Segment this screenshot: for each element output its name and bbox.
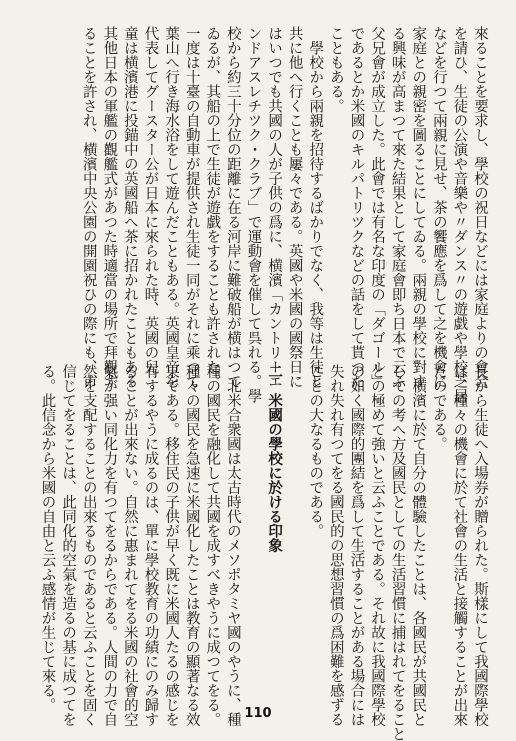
bottom-text-line	[284, 364, 305, 694]
bottom-text-line: 失れ失れ有つてをる國民的の思想習慣の爲困難を感ずる	[327, 364, 344, 727]
top-text-line: 共に他へ行くことも屢々である。英國や米國の國祭日に	[286, 26, 303, 389]
top-text-line: 葉山へ行き海水浴をして遊んだこともある。英國皇帝を	[163, 26, 180, 389]
page-number: 110	[244, 706, 272, 721]
bottom-text-line: 種々の國民を急速に米國化したことは教育の顯著なる效	[183, 364, 200, 727]
bottom-text-line: たのである。	[430, 364, 447, 451]
top-text-line: 父兄會が成立した。此會では有名な印度の「ダゴール」	[369, 26, 386, 389]
bottom-text-line: 信じてをることは、此同化的空氣を造るの基に成つてを	[60, 364, 77, 727]
bottom-text-line: ることが出來ない。自然に惠まれてをる米國の社會的空	[121, 364, 138, 727]
top-text-line: 家庭との親密を圖ることにしてゐる。兩親の學校に對す	[410, 26, 427, 389]
top-text-line: る興味が高まつて來た結果として家庭會即ち日本で云ふ	[389, 26, 406, 389]
bottom-text-line: 果である。移住民の子供が早く既に米國人たるの感じを	[163, 364, 180, 727]
bottom-text-line: 北米合衆國は太古時代のメソポタミヤ國のやうに、種	[224, 364, 241, 727]
top-text-line: こともある。	[327, 26, 344, 113]
top-text-line: ゐるが、其船の上で生徒が遊戯をすることも許された。	[204, 26, 221, 389]
bottom-text-line: ことの大なるものである。	[307, 364, 324, 538]
top-text-line: 其他日本の軍艦の觀艦式があつた時適當の場所で拜觀す	[101, 26, 118, 389]
top-text-block	[20, 26, 490, 403]
bottom-text-line: 氣が强い同化力を有つてをるからである。人間の力で自	[101, 364, 118, 727]
bottom-text-line: しての考へ方及國民としての生活習慣に捕はれてをること	[389, 364, 406, 741]
bottom-text-line: 有するやうに成るのは、單に學校教育の功績にのみ歸す	[142, 364, 159, 727]
bottom-text-line: 然を支配することの出來るものであると云ふことを固く	[80, 364, 97, 727]
top-text-line: 校から約三十分位の距離に在る河岸に難破船が横はつて	[224, 26, 241, 389]
top-text-line: であるとか米國のキルパトリツクなどの話をして貰つた	[348, 26, 365, 389]
top-text-line: 童は横濱港に投錨中の英國船へ茶に招かれたこともある	[121, 26, 138, 389]
top-text-line: はいつでも共國の人が子供の爲に、横濱「カントリーエ	[266, 26, 283, 389]
bottom-text-line: の如く國際的團結を爲して生活することがある場合には	[348, 364, 365, 727]
bottom-text-line: との極めて強いと云ふことである。それ故に我國際學校	[369, 364, 386, 727]
top-text-line: 來ることを要求し、學校の祝日などには家庭よりの會合	[472, 26, 488, 389]
bottom-text-line: は、種々の機會に於て社會の生活と接觸することが出來	[451, 364, 468, 727]
top-text-line: を請ひ、生徒の公演や音樂や〃ダンス〃の遊戯や學校芝居	[451, 26, 468, 403]
bottom-text-line	[243, 364, 264, 694]
top-text-line: 代表してグースター公が日本に來られた時、英國の兒	[142, 26, 159, 374]
top-text-line: 一度は十臺の自動車が提供され生徒一同がそれに乘つて	[183, 26, 200, 389]
bottom-text-line: る。此信念から米國の自由と云ふ感情が生じて來る。	[39, 364, 56, 712]
top-text-line: ることを許され、横濱中央公園の開園祝ひの際にも、市	[80, 26, 97, 389]
top-text-line: などを行つて兩親に見せ、茶の饗應を爲して之を機會に	[430, 26, 447, 389]
top-text-line: ンドアスレチツク・クラブ」で運動會を催して呉れる。學	[245, 26, 262, 403]
top-text-line: 學校から兩親を招待するばかりでなく、我等は生徒と	[307, 26, 324, 389]
bottom-text-line: 横濱に於て自分の體驗したことは、各國民が共國民と	[410, 364, 427, 727]
bottom-text-line: 長から生徒へ入場券が贈られた。斯樣にして我國際學校	[472, 364, 488, 727]
bottom-text-line: 種の國民を融化して共國を成すべきやうに成つてをる。	[204, 364, 221, 727]
section-heading: 二 米國の學校に於ける印象	[266, 364, 283, 553]
